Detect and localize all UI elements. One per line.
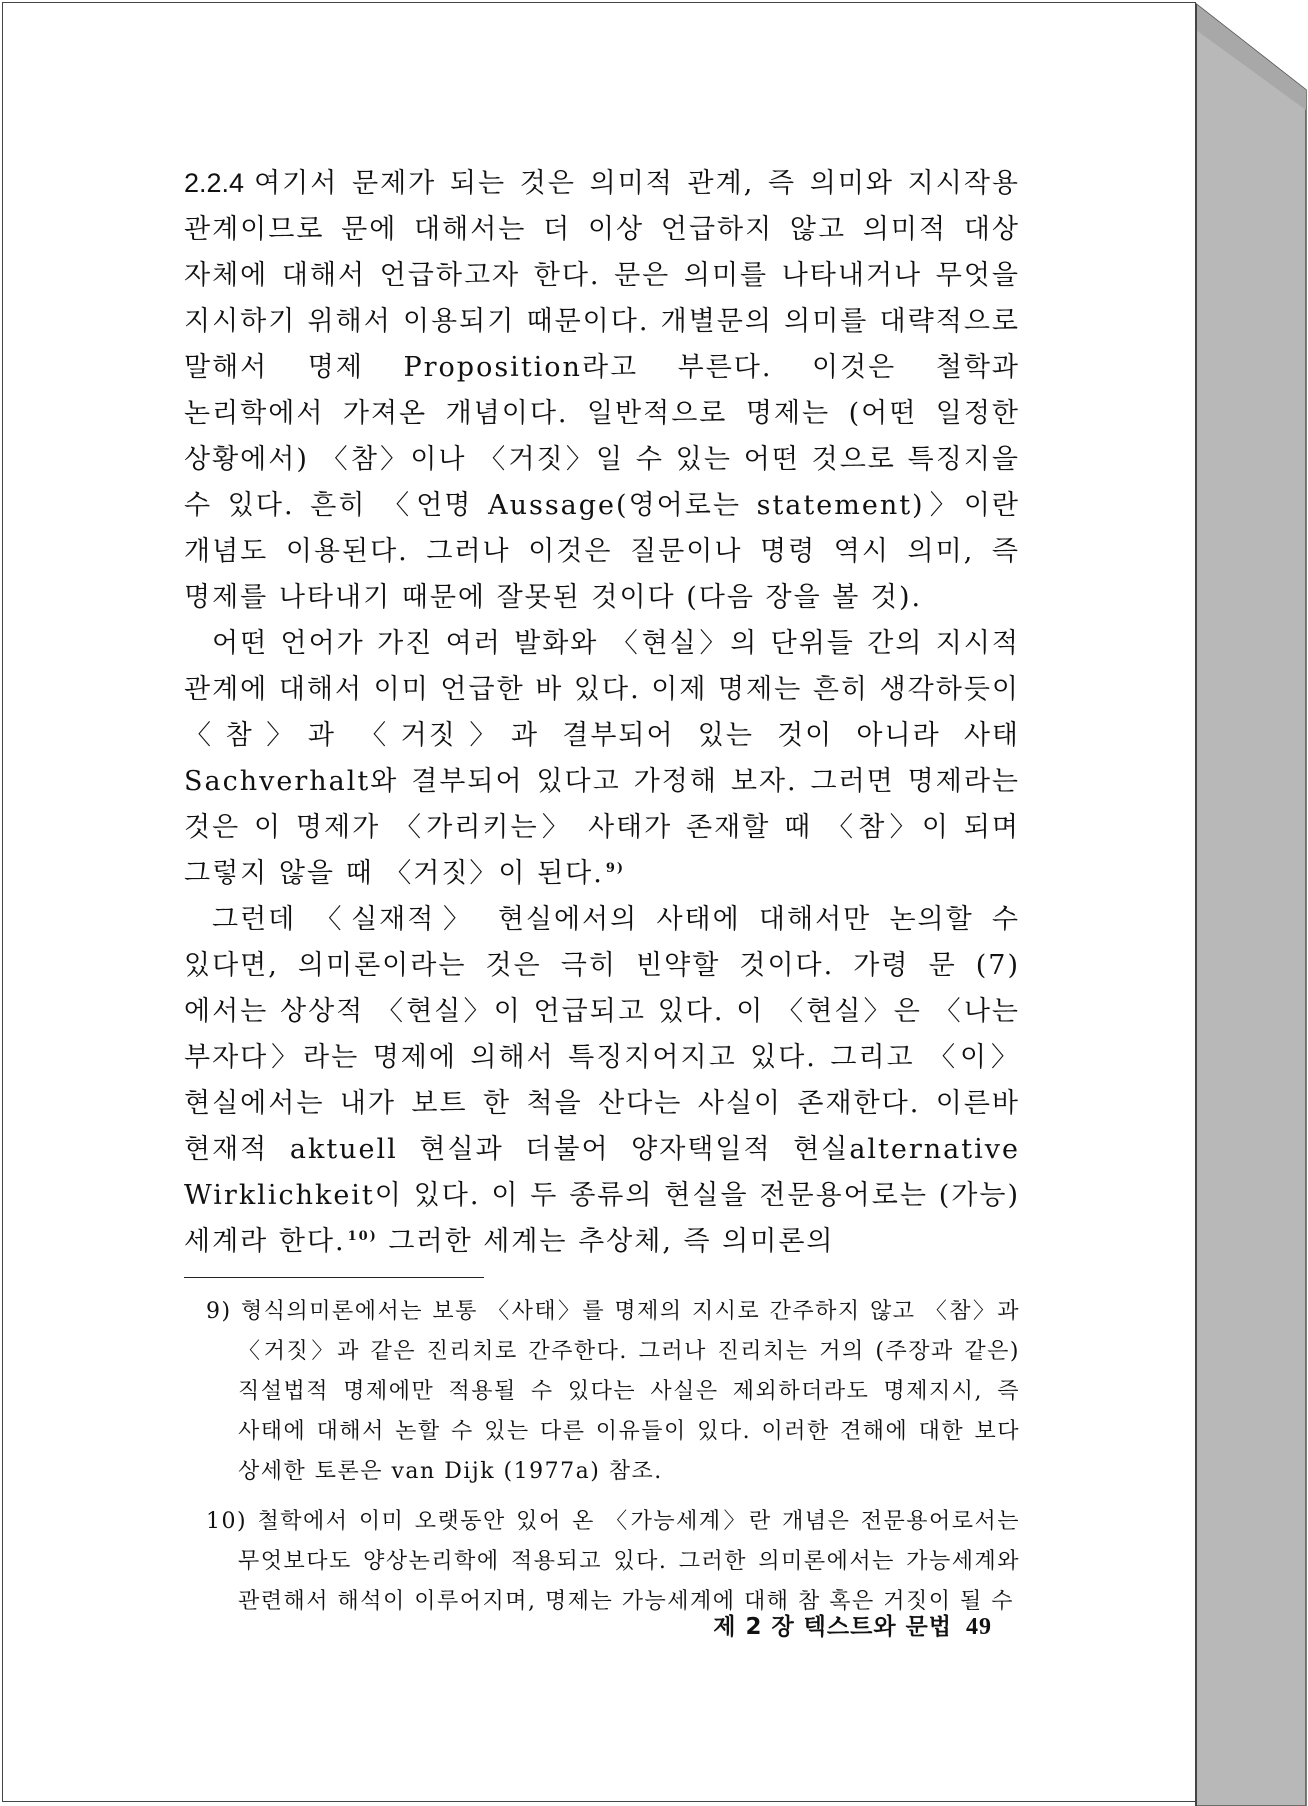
footnote-9 (206, 1292, 1020, 1492)
paragraph-1-text: 여기서 문제가 되는 것은 의미적 관계, 즉 의미와 지시작용 관계이므로 문에 대해서는 더 이상 언급하지 않고 의미적 대상 자체에 대해서 언급하고자 한다. 문은 의미를 나타내거나 무엇을 지시하기 위해서 이용되기 때문이다. 개별문의 의미를 대략적으로 말해서 명제 Proposition라고 부른다. 이것은 철학과 논리학에서 가져온 개념이다. 일반적으로 명제는 (어떤 일정한 상황에서) 〈참〉이나 〈거짓〉일 수 있는 어떤 것으로 특징지을 수 있다. 흔히 〈언명 Aussage(영어로는 statement)〉이란 개념도 이용된다. 그러나 이것은 질문이나 명령 역시 의미, 즉 명제를 나타내기 때문에 잘못된 것이다 (다음 장을 볼 것). (184, 168, 1020, 613)
paragraph-3-tail: 그러한 세계는 추상체, 즉 의미론의 (388, 1226, 835, 1257)
section-body (184, 160, 1020, 1265)
paragraph-1 (184, 160, 1020, 621)
paragraph-3-text: 그런데 〈실재적〉 현실에서의 사태에 대해서만 논의할 수 있다면, 의미론이라는 것은 극히 빈약할 것이다. 가령 문 (7)에서는 상상적 〈현실〉이 언급되고 있다. 이 〈현실〉은 〈나는 부자다〉라는 명제에 의해서 특징지어지고 있다. 그리고 〈이〉 현실에서는 내가 보트 한 척을 산다는 사실이 존재한다. 이른바 현재적 aktuell 현실과 더불어 양자택일적 현실alternative Wirklichkeit이 있다. 이 두 종류의 현실을 전문용어로는 (가능)세계라 한다. (184, 904, 1020, 1257)
footnote-10-marker: 10) (206, 1509, 248, 1534)
footnote-9-marker: 9) (206, 1299, 232, 1324)
paragraph-2-text: 어떤 언어가 가진 여러 발화와 〈현실〉의 단위들 간의 지시적 관계에 대해서 이미 언급한 바 있다. 이제 명제는 흔히 생각하듯이 〈참〉과 〈거짓〉과 결부되어 있는 것이 아니라 사태 Sachverhalt와 결부되어 있다고 가정해 보자. 그러면 명제라는 것은 이 명제가 〈가리키는〉 사태가 존재할 때 〈참〉이 되며 그렇지 않을 때 〈거짓〉이 된다. (184, 628, 1020, 889)
footnote-10-text: 철학에서 이미 오랫동안 있어 온 〈가능세계〉란 개념은 전문용어로서는 무엇보다도 양상논리학에 적용되고 있다. 그러한 의미론에서는 가능세계와 관련해서 해석이 이루어지며, 명제는 가능세계에 대해 참 혹은 거짓이 될 수 (238, 1509, 1021, 1614)
section-number: 2.2.4 (184, 168, 245, 198)
page-content (184, 160, 1020, 1632)
chapter-title: 제 2 장 텍스트와 문법 (713, 1614, 952, 1640)
footnote-divider (184, 1277, 484, 1278)
page-footer (713, 1608, 992, 1641)
paragraph-2 (184, 621, 1020, 897)
footnote-10 (206, 1502, 1020, 1622)
footnotes (184, 1292, 1020, 1622)
footnote-ref-10[interactable]: 10) (347, 1229, 378, 1244)
footnote-ref-9[interactable]: 9) (605, 861, 626, 876)
footnote-9-text: 형식의미론에서는 보통 〈사태〉를 명제의 지시로 간주하지 않고 〈참〉과 〈거짓〉과 같은 진리치로 간주한다. 그러나 진리치는 거의 (주장과 같은) 직설법적 명제에만 적용될 수 있다는 사실은 제외하더라도 명제지시, 즉 사태에 대해서 논할 수 있는 다른 이유들이 있다. 이러한 견해에 대한 보다 상세한 토론은 van Dijk (1977a) 참조. (238, 1299, 1021, 1484)
page-number: 49 (966, 1614, 992, 1640)
paragraph-3 (184, 897, 1020, 1265)
